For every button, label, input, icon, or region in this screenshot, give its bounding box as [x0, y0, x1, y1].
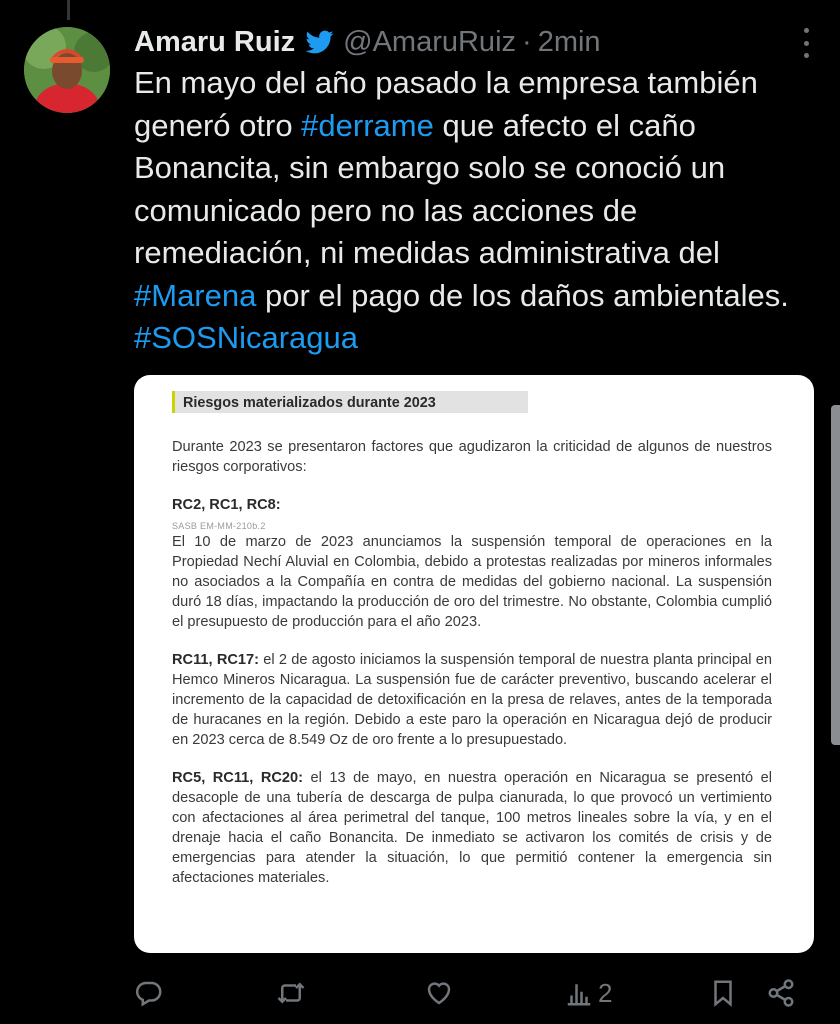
tweet-text-part-2: que afecto el caño Bonancita, sin embargo solo se conoció un comunicado pero no las acciones de remediación, ni medidas administrativa del — [134, 107, 726, 270]
p1-body: El 10 de marzo de 2023 anunciamos la suspensión temporal de operaciones en la Propiedad Nechí Aluvial en Colombia, debido a protestas realizadas por mineros informales no asociados a la Compañía en contra de medidas del gobierno nacional. La suspensión duró 18 días, impactando la producción de oro del trimestre. No obstante, Colombia cumplió el presupuesto de producción para el año 2023. — [172, 534, 772, 630]
hashtag-derrame[interactable]: #derrame — [301, 107, 434, 143]
document-title-bar — [172, 391, 528, 413]
hashtag-sosnicaragua[interactable]: #SOSNicaragua — [134, 320, 359, 355]
views-button[interactable] — [564, 974, 612, 1012]
more-dot-2 — [804, 41, 809, 46]
p2-heading: RC11, RC17: — [172, 652, 259, 668]
p3 — [172, 768, 772, 888]
bookmark-button[interactable] — [708, 974, 738, 1012]
tweet-text-part-1: En mayo del año pasado la empresa también generó otro — [134, 65, 758, 143]
p2-body: el 2 de agosto iniciamos la suspensión temporal de nuestra planta principal en Hemco Mineros Nicaragua. La suspensión fue de carácter preventivo, buscando acelerar el incremento de la capacidad de detoxificación en la presa de relaves, antes de la temporada de huracanes en la región. Debido a este paro la operación en Nicaragua dejó de producir en 2023 cerca de 8.549 Oz de oro frente a lo presupuestado. — [172, 652, 772, 748]
views-count: 2 — [598, 977, 613, 1008]
tweet-text-part-3: por el pago de los daños ambientales. — [256, 277, 789, 313]
tweet-timestamp[interactable]: 2min — [537, 25, 601, 58]
attached-image[interactable] — [134, 375, 814, 953]
scrollbar[interactable] — [831, 405, 840, 745]
views-icon — [564, 978, 594, 1008]
author-handle[interactable]: @AmaruRuiz — [343, 25, 517, 58]
reply-icon — [134, 978, 164, 1008]
reply-button[interactable] — [134, 974, 164, 1012]
document-title: Riesgos materializados durante 2023 — [183, 395, 436, 411]
avatar[interactable] — [24, 27, 110, 113]
like-button[interactable] — [424, 974, 454, 1012]
more-dot-1 — [804, 28, 809, 33]
hashtag-marena[interactable]: #Marena — [134, 277, 257, 313]
p3-body: el 13 de mayo, en nuestra operación en Nicaragua se presentó el desacople de una tubería de descarga de pulpa cianurada, lo que provocó un vertimiento con afectaciones al área perimetral del tanque, 100 metros lineales sobre la vía, y en el drenaje hacia el caño Bonancita. De inmediato se activaron los comités de crisis y de emergencias para atender la situación, lo que permitió contener la emergencia sin afectaciones materiales. — [172, 770, 772, 886]
document-intro: Durante 2023 se presentaron factores que agudizaron la criticidad de algunos de nuestros riesgos corporativos: — [172, 439, 772, 475]
retweet-icon — [276, 978, 306, 1008]
bookmark-icon — [708, 978, 738, 1008]
more-dot-3 — [804, 53, 809, 58]
p1-heading: RC2, RC1, RC8: — [172, 497, 281, 513]
avatar-photo — [24, 27, 110, 113]
more-options-icon[interactable] — [802, 28, 810, 58]
document-page — [172, 389, 772, 888]
author-name[interactable]: Amaru Ruiz — [134, 25, 296, 58]
retweet-button[interactable] — [276, 974, 306, 1012]
sasb-code: SASB EM-MM-210b.2 — [172, 521, 266, 531]
tweet-header — [134, 22, 810, 62]
twitter-bird-icon — [303, 28, 337, 56]
p2 — [172, 650, 772, 750]
like-icon — [424, 978, 454, 1008]
tweet-actions — [134, 974, 804, 1014]
share-button[interactable] — [766, 974, 796, 1012]
share-icon — [766, 978, 796, 1008]
tweet-text — [134, 62, 814, 360]
p3-heading: RC5, RC11, RC20: — [172, 770, 303, 786]
thread-connector-line — [67, 0, 70, 20]
meta-separator: · — [522, 25, 532, 58]
